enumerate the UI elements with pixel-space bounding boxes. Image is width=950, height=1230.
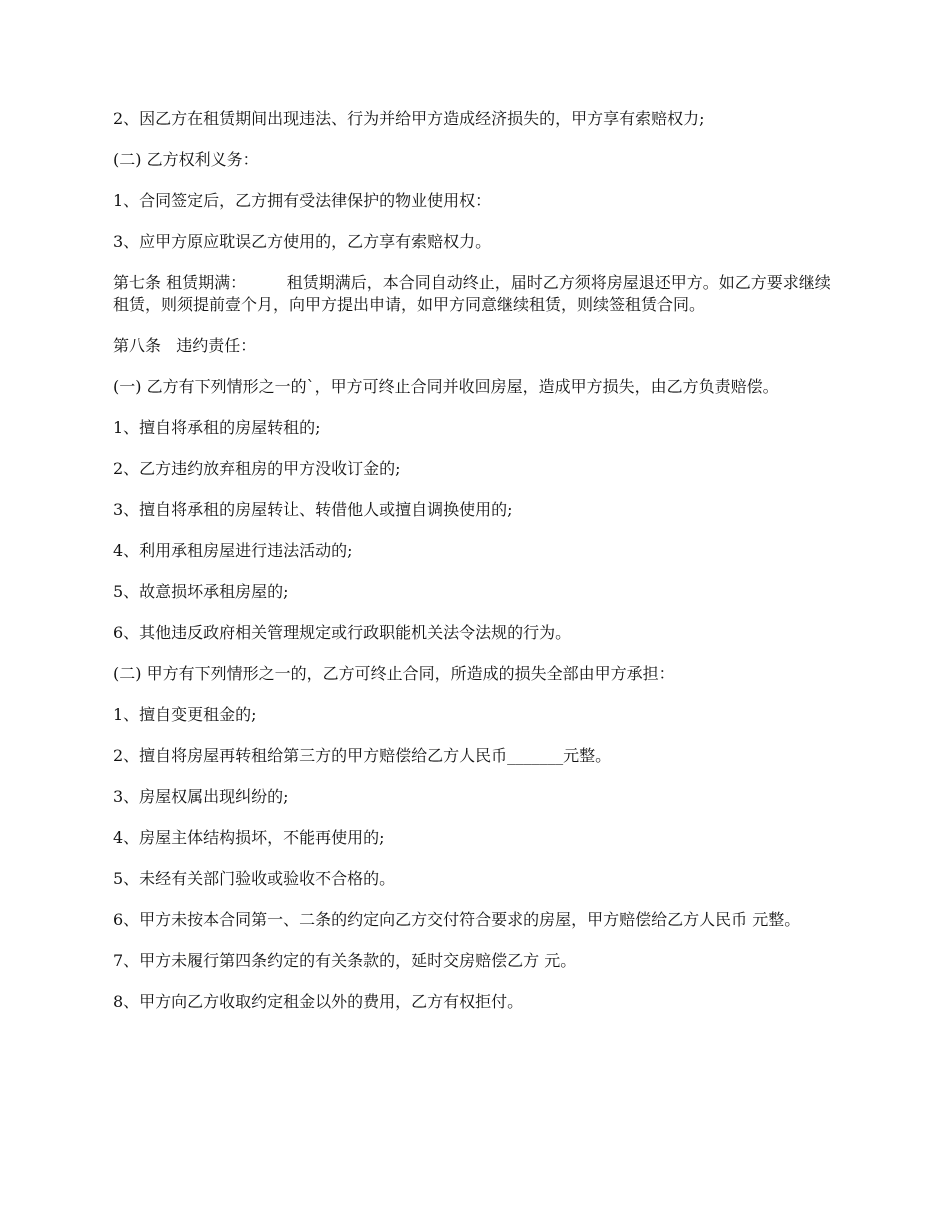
paragraph-breach-loss: 2、因乙方在租赁期间出现违法、行为并给甲方造成经济损失的，甲方享有索赔权力; <box>113 109 705 128</box>
section-party-b-breach: (一) 乙方有下列情形之一的`，甲方可终止合同并收回房屋，造成甲方损失，由乙方负责赔偿。 <box>113 377 779 396</box>
list-item: 6、其他违反政府相关管理规定或行政职能机关法令法规的行为。 <box>113 623 572 642</box>
list-item: 2、擅自将房屋再转租给第三方的甲方赔偿给乙方人民币_______元整。 <box>113 746 612 765</box>
paragraph-delay-claim: 3、应甲方原应耽误乙方使用的，乙方享有索赔权力。 <box>113 232 492 251</box>
paragraph-usage-right: 1、合同签定后，乙方拥有受法律保护的物业使用权： <box>113 191 492 210</box>
list-item: 1、擅自变更租金的; <box>113 705 257 724</box>
document-body <box>113 108 840 1032</box>
list-item: 7、甲方未履行第四条约定的有关条款的，延时交房赔偿乙方 元。 <box>113 951 577 970</box>
list-item: 4、房屋主体结构损坏，不能再使用的; <box>113 828 385 847</box>
list-item: 6、甲方未按本合同第一、二条的约定向乙方交付符合要求的房屋，甲方赔偿给乙方人民币 元整。 <box>113 910 801 929</box>
list-item: 5、未经有关部门验收或验收不合格的。 <box>113 869 396 888</box>
list-item: 8、甲方向乙方收取约定租金以外的费用，乙方有权拒付。 <box>113 992 524 1011</box>
list-item: 2、乙方违约放弃租房的甲方没收订金的; <box>113 459 401 478</box>
article-seven-lease-expiry: 第七条 租赁期满： 租赁期满后，本合同自动终止，届时乙方须将房屋退还甲方。如乙方要求继续租赁，则须提前壹个月，向甲方提出申请，如甲方同意继续租赁，则续签租赁合同。 <box>113 273 831 314</box>
list-item: 5、故意损坏承租房屋的; <box>113 582 289 601</box>
list-item: 4、利用承租房屋进行违法活动的; <box>113 541 353 560</box>
article-eight-liability: 第八条 违约责任： <box>113 336 257 355</box>
list-item: 3、擅自将承租的房屋转让、转借他人或擅自调换使用的; <box>113 500 513 519</box>
section-party-b-rights: (二) 乙方权利义务： <box>113 150 259 169</box>
section-party-a-breach: (二) 甲方有下列情形之一的，乙方可终止合同，所造成的损失全部由甲方承担： <box>113 664 675 683</box>
list-item: 1、擅自将承租的房屋转租的; <box>113 418 321 437</box>
list-item: 3、房屋权属出现纠纷的; <box>113 787 289 806</box>
